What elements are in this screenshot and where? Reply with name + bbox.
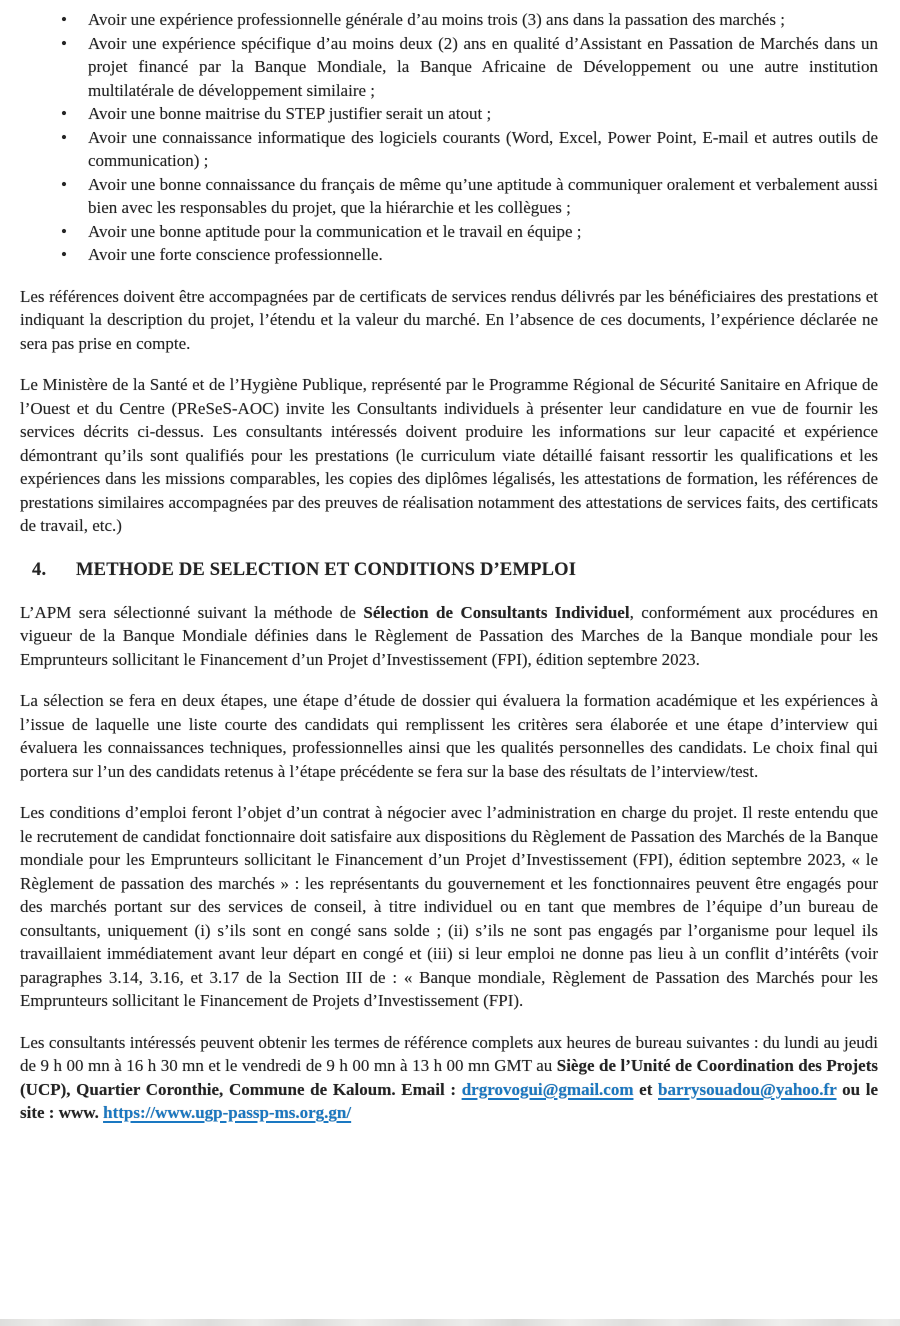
section-number: 4.: [32, 559, 47, 580]
requirement-text: Avoir une forte conscience professionnelle.: [88, 245, 383, 264]
email-link-2[interactable]: barrysouadou@yahoo.fr: [658, 1079, 837, 1099]
requirement-text: Avoir une bonne aptitude pour la communication et le travail en équipe ;: [88, 221, 582, 241]
document-content: [20, 8, 878, 1125]
requirement-item: [61, 126, 878, 173]
requirement-item: [61, 102, 878, 126]
requirement-text: Avoir une bonne maitrise du STEP justifier serait un atout ;: [88, 104, 492, 123]
bullet-icon: •: [61, 221, 67, 241]
contact-paragraph: [20, 1031, 878, 1125]
selection-steps-paragraph: La sélection se fera en deux étapes, une étape d’étude de dossier qui évaluera la formation académique et les expériences à l’issue de laquelle une liste courte des candidats qui remplissent les critères sera élaborée et une étape d’interview qui évaluera les connaissances techniques, professionnelles ainsi que les qualités personnelles des candidats. Le choix final qui portera sur l’un des candidats retenus à l’étape précédente se fera sur la base des résultats de l’interview/test.: [20, 691, 878, 781]
email-link-1[interactable]: drgrovogui@gmail.com: [461, 1079, 634, 1099]
site-label: ou le site : www.: [20, 1079, 878, 1122]
requirement-item: [61, 220, 878, 244]
requirement-text: Avoir une expérience spécifique d’au moins deux (2) ans en qualité d’Assistant en Passation de Marchés dans un projet financé par la Banque Mondiale, la Banque Africaine de Développement ou une autre institution multilatérale de développement similaire ;: [88, 33, 878, 100]
selection-method-text: , conformément aux procédures en vigueur de la Banque Mondiale définies dans le Règlement de Passation des Marches de la Banque mondiale pour les Emprunteurs sollicitant le Financement d’un Projet d’Investissement (FPI), édition septembre 2023.: [20, 602, 878, 669]
website-link[interactable]: https://www.ugp-passp-ms.org.gn/: [103, 1103, 352, 1122]
references-paragraph: Les références doivent être accompagnées par de certificats de services rendus délivrés par les bénéficiaires des prestations et indiquant la description du projet, l’étendu et la valeur du marché. En l’absence de ces documents, l’expérience déclarée ne sera pas prise en compte.: [20, 286, 878, 353]
bullet-icon: •: [61, 10, 67, 29]
employment-conditions-paragraph: Les conditions d’emploi feront l’objet d’un contrat à négocier avec l’administration en charge du projet. Il reste entendu que le recrutement de candidat fonctionnaire doit satisfaire aux dispositions du Règlement de Passation des Marchés de la Banque mondiale pour les Emprunteurs sollicitant le Financement d’un Projet d’Investissement (FPI), édition septembre 2023, « le Règlement de passation des marchés » : les représentants du gouvernement et les fonctionnaires peuvent être engagés pour des marchés portant sur des services de conseil, à titre individuel ou en tant que membres de l’équipe d’un bureau de consultants, uniquement (i) s’ils sont en congé sans solde ; (ii) s’ils ne sont pas engagés par l’organisme pour lequel ils travaillaient immédiatement avant leur départ en congé et (iii) si leur emploi ne donne pas lieu à un conflit d’intérêts (voir paragraphes 3.14, 3.16, et 3.17 de la Section III de : « Banque mondiale, Règlement de Passation des Marchés pour les Emprunteurs sollicitant le Financement de Projets d’Investissement (FPI).: [20, 803, 878, 1010]
requirement-text: Avoir une expérience professionnelle générale d’au moins trois (3) ans dans la passation des marchés ;: [88, 10, 785, 29]
requirement-item: [61, 8, 878, 32]
email-label: Email :: [401, 1079, 462, 1099]
section-title: METHODE DE SELECTION ET CONDITIONS D’EMPLOI: [76, 559, 577, 580]
ministry-paragraph: Le Ministère de la Santé et de l’Hygiène Publique, représenté par le Programme Régional de Sécurité Sanitaire en Afrique de l’Ouest et du Centre (PReSeS-AOC) invite les Consultants individuels à présenter leur candidature en vue de fournir les services décrits ci-dessus. Les consultants intéressés doivent produire les informations sur leur capacité et expérience démontrant qu’ils sont qualifiés pour les prestations (le curriculum viate détaillé faisant ressortir les qualifications et les expériences dans les missions comparables, les copies des diplômes légalisés, les attestations de formation, les références de prestations similaires accompagnées par des preuves de réalisation notamment des attestations de services faits, des certificats de travail, etc.): [20, 375, 878, 535]
contact-joiner: et: [633, 1079, 659, 1099]
requirements-list: [20, 8, 878, 267]
requirement-item: [61, 32, 878, 103]
contact-intro: Les consultants intéressés peuvent obtenir les termes de référence complets aux heures de bureau suivantes : du lundi au jeudi de 9 h 00 mn à 16 h 30 mn et le vendredi de 9 h 00 mn à 13 h 00 mn GMT au: [20, 1032, 878, 1075]
requirement-text: Avoir une connaissance informatique des logiciels courants (Word, Excel, Power Point, E-mail et autres outils de communication) ;: [88, 127, 878, 170]
bullet-icon: •: [61, 127, 67, 147]
bullet-icon: •: [61, 104, 67, 123]
bullet-icon: •: [61, 33, 67, 53]
selection-method-bold: Sélection de Consultants Individuel: [363, 602, 630, 622]
contact-address-bold: Siège de l’Unité de Coordination des Projets (UCP), Quartier Coronthie, Commune de Kaloum.: [20, 1056, 878, 1099]
requirement-item: [61, 173, 878, 220]
selection-method-paragraph: [20, 601, 878, 672]
requirement-text: Avoir une bonne connaissance du français de même qu’une aptitude à communiquer oralement et verbalement aussi bien avec les responsables du projet, que la hiérarchie et les collègues ;: [88, 174, 878, 217]
scan-edge-shadow: [0, 1319, 900, 1326]
section-4-heading: [32, 558, 878, 583]
selection-method-text: L’APM sera sélectionné suivant la méthode de: [20, 602, 364, 622]
bullet-icon: •: [61, 174, 67, 194]
requirement-item: [61, 243, 878, 267]
bullet-icon: •: [61, 245, 67, 264]
